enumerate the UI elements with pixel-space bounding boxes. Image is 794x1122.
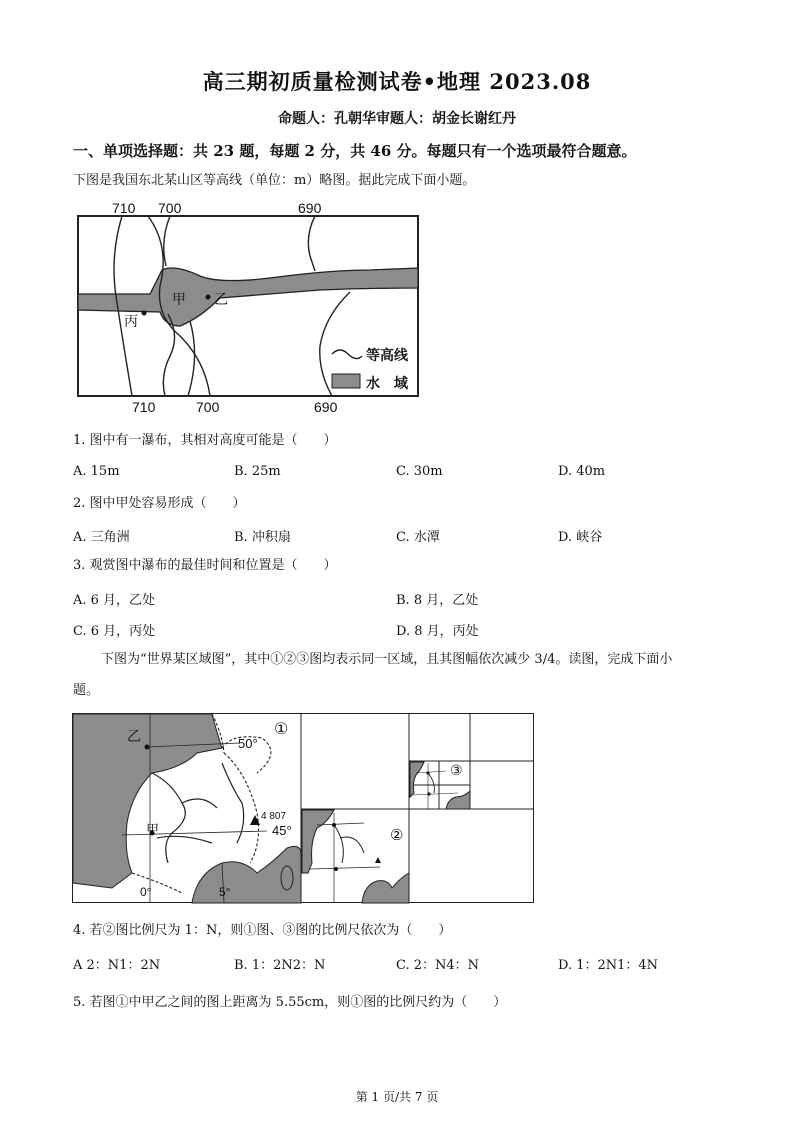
q1-option-d[interactable]: D. 40m [558,464,606,479]
q1-option-b[interactable]: B. 25m [234,464,281,479]
intro-contour: 下图是我国东北某山区等高线（单位：m）略图。据此完成下面小题。 [73,173,476,188]
top-label-690: 690 [298,200,322,216]
q1-option-c[interactable]: C. 30m [396,464,443,479]
q1-option-a[interactable]: A. 15m [73,464,120,479]
q3-option-b[interactable]: B. 8 月，乙处 [396,593,479,608]
author-line: 命题人：孔朝华审题人：胡金长谢红丹 [278,111,516,127]
map1-number: ① [274,719,289,738]
map1-label-yi: 乙 [127,729,141,745]
q2-option-a[interactable]: A. 三角洲 [73,530,130,545]
lat-45-label: 45° [272,823,292,838]
label-jia: 甲 [172,292,186,308]
intro-region-line1: 下图为“世界某区域图”，其中①②③图均表示同一区域，且其图幅依次减少 3/4。读图，完成下面小 [101,652,673,667]
lon-5-label: 5° [219,885,231,899]
q2-stem: 2. 图中甲处容易形成（ ） [73,496,246,511]
q3-option-a[interactable]: A. 6 月，乙处 [73,593,156,608]
legend-water-symbol [332,374,360,388]
map2-number: ② [390,826,404,844]
q1-stem: 1. 图中有一瀑布，其相对高度可能是（ ） [73,433,337,448]
point-bing [142,311,147,316]
q4-option-b[interactable]: B. 1：2N2：N [234,958,326,973]
q5-stem: 5. 若图①中甲乙之间的图上距离为 5.55cm，则①图的比例尺约为（ ） [73,995,507,1010]
label-yi: 乙 [214,292,228,308]
page-footer: 第 1 页/共 7 页 [355,1090,439,1104]
map1-label-jia: 甲 [146,823,160,838]
map3-number: ③ [450,763,463,779]
top-label-700: 700 [158,200,182,216]
lon-0-label: 0° [140,885,152,899]
q2-option-b[interactable]: B. 冲积扇 [234,530,291,545]
q3-option-d[interactable]: D. 8 月，丙处 [396,624,479,639]
bottom-label-710: 710 [132,399,156,415]
peak-label: 4 807 [261,811,287,822]
q4-stem: 4. 若②图比例尺为 1：N，则①图、③图的比例尺依次为（ ） [73,923,452,938]
q3-stem: 3. 观赏图中瀑布的最佳时间和位置是（ ） [73,558,337,573]
q4-option-c[interactable]: C. 2：N4：N [396,958,480,973]
page-title: 高三期初质量检测试卷•地理 2023.08 [202,69,592,94]
lat-50-label: 50° [238,736,258,751]
label-bing: 丙 [124,314,138,330]
q3-option-c[interactable]: C. 6 月，丙处 [73,624,156,639]
point-yi [206,295,211,300]
legend-water-label: 水 域 [366,376,408,392]
q2-option-c[interactable]: C. 水潭 [396,530,440,545]
top-label-710: 710 [112,200,136,216]
q4-option-d[interactable]: D. 1：2N1：4N [558,958,659,973]
bottom-label-690: 690 [314,399,338,415]
bottom-label-700: 700 [196,399,220,415]
legend-contour-label: 等高线 [366,348,408,364]
section-heading: 一、单项选择题：共 23 题，每题 2 分，共 46 分。每题只有一个选项最符合题意。 [73,142,637,160]
q2-option-d[interactable]: D. 峡谷 [558,530,603,545]
intro-region-line2: 题。 [73,683,100,698]
q4-option-a[interactable]: A 2：N1：2N [73,958,161,973]
region-maps [72,713,536,905]
